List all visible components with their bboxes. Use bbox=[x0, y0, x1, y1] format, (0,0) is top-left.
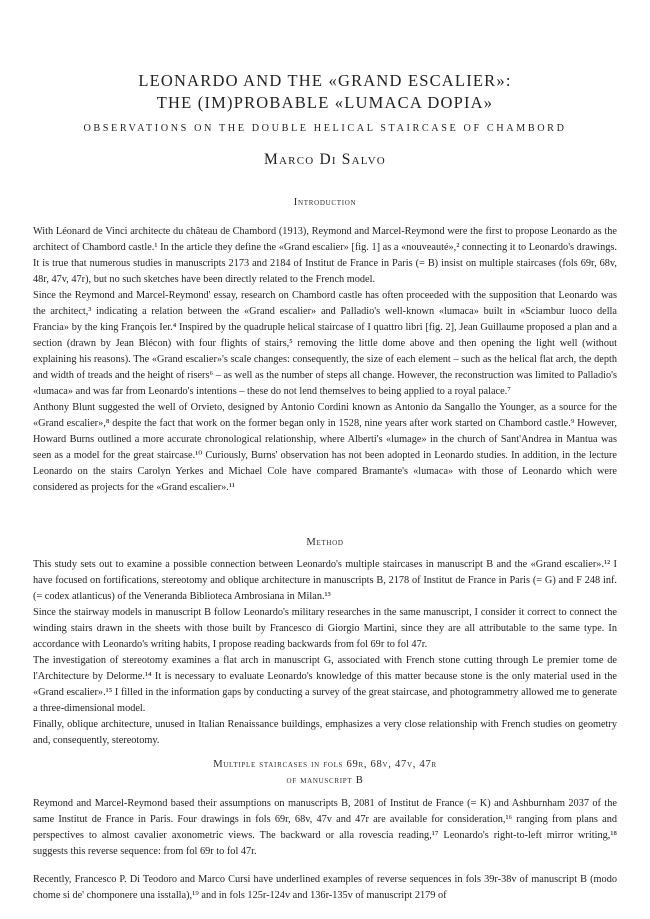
subtitle: OBSERVATIONS ON THE DOUBLE HELICAL STAIRCASE OF CHAMBORD bbox=[83, 123, 567, 134]
paragraph: Anthony Blunt suggested the well of Orvieto, designed by Antonio Cordini known as Antonio da Sangallo the Younger, as a source for the «Grand escalier»,⁸ despite the fact that work on the former began only in 1528, nine years after work started on Chambord castle.⁹ However, Howard Burns outlined a more accurate chronological relationship, where Alberti's «lumage» in the church of Sant'Andrea in Mantua was seen as a model for the great staircase.¹⁰ Curiously, Burns' observation has not been adopted in Leonardo studies. In addition, in the lecture Leonardo on the stairs Carolyn Yerkes and Michael Cole have compared Bramante's «lumaca» with those of Leonardo which were considered as projects for the «Grand escalier».¹¹ bbox=[33, 402, 617, 493]
title-line-2: THE (IM)PROBABLE «LUMACA DOPIA» bbox=[156, 93, 494, 112]
multiple-body bbox=[33, 796, 617, 860]
paragraph: This study sets out to examine a possible connection between Leonardo's multiple staircases in manuscript B and the «Grand escalier».¹² I have focused on fortifications, stereotomy and oblique architecture in manuscripts B, 2178 of Institut de France in Paris (= G) and F 248 inf. (= codex atlanticus) of the Veneranda Biblioteca Ambrosiana in Milan.¹³ bbox=[33, 559, 617, 602]
title-line-1: LEONARDO AND THE «GRAND ESCALIER»: bbox=[138, 71, 512, 90]
section-heading-introduction: Introduction bbox=[293, 197, 357, 208]
section-heading-multiple-1: Multiple staircases in fols 69r, 68v, 47v, 47r bbox=[213, 759, 437, 770]
section-heading-multiple-2: of manuscript B bbox=[286, 775, 364, 786]
multiple-body-continued bbox=[33, 872, 617, 904]
paragraph: Reymond and Marcel-Reymond based their assumptions on manuscripts B, 2081 of Institut de France (= K) and Ashburnham 2037 of the same Institut de France in Paris. Four drawings in fols 69r, 68v, 47v and 47r are available for consideration,¹⁶ ranging from plans and perspectives to almost cavalier axonometric views. The backward or alla rovescia reading,¹⁷ Leonardo's right-to-left mirror writing,¹⁸ suggests this reverse sequence: from fol 69r to fol 47r. bbox=[33, 798, 617, 857]
paragraph: The investigation of stereotomy examines a flat arch in manuscript G, associated with French stone cutting through Le premier tome de l'Architecture by Delorme.¹⁴ It is necessary to evaluate Leonardo's knowledge of this matter because stone is the only material used in the «Grand escalier».¹⁵ I filled in the information gaps by conducting a survey of the great staircase, and photogrammetry allowed me to generate a three-dimensional model. bbox=[33, 655, 617, 714]
section-heading-method: Method bbox=[306, 537, 344, 548]
introduction-body bbox=[33, 224, 617, 496]
paragraph: With Léonard de Vinci architecte du château de Chambord (1913), Reymond and Marcel-Reymond were the first to propose Leonardo as the architect of Chambord castle.¹ In the article they define the «Grand escalier» [fig. 1] as a «nouveauté»,² connecting it to Leonardo's drawings. It is true that numerous studies in manuscripts 2173 and 2184 of Institut de France in Paris (= B) insist on multiple staircases (fols 69r, 68v, 48r, 47v, 47r), but no such sketches have been directly related to the French model. bbox=[33, 226, 617, 285]
method-body bbox=[33, 557, 617, 749]
paragraph: Since the stairway models in manuscript B follow Leonardo's military researches in the same manuscript, I consider it correct to connect the winding stairs drawn in the sheets with those built by Francesco di Giorgio Martini, since they are all attributable to the same type. In accordance with Leonardo's writing habits, I propose reading backwards from fol 69r to fol 47r. bbox=[33, 607, 617, 650]
paragraph: Finally, oblique architecture, unused in Italian Renaissance buildings, emphasizes a very close relationship with French studies on geometry and, consequently, stereotomy. bbox=[33, 719, 617, 746]
paragraph: Recently, Francesco P. Di Teodoro and Marco Cursi have underlined examples of reverse sequences in fols 39r-38v of manuscript B (modo chome si de' chomponere una isstalla),¹⁹ and in fols 125r-124v and 136r-135v of manuscript 2179 of bbox=[33, 874, 617, 901]
paragraph: Since the Reymond and Marcel-Reymond' essay, research on Chambord castle has often proceeded with the supposition that Leonardo was the architect,³ indicating a relation between the «Grand escalier» and Palladio's well-known «lumaca» built in «Sciambur luoco della Francia» by the king François Ier.⁴ Inspired by the quadruple helical staircase of I quattro libri [fig. 2], Jean Guillaume proposed a plan and a section (drawn by Jean Blécon) with four flights of stairs,⁵ removing the little dome above and then opening the light well (without explaining his reasons). The «Grand escalier»'s scale changes: consequently, the size of each element – such as the helical flat arch, the depth and width of treads and the height of risers⁶ – as well as the number of steps all change. However, the reconstruction was limited to Palladio's «lumaca» and was far from Leonardo's intentions – these do not lend themselves to being applied to a royal palace.⁷ bbox=[33, 290, 617, 397]
author: Marco Di Salvo bbox=[264, 151, 386, 168]
